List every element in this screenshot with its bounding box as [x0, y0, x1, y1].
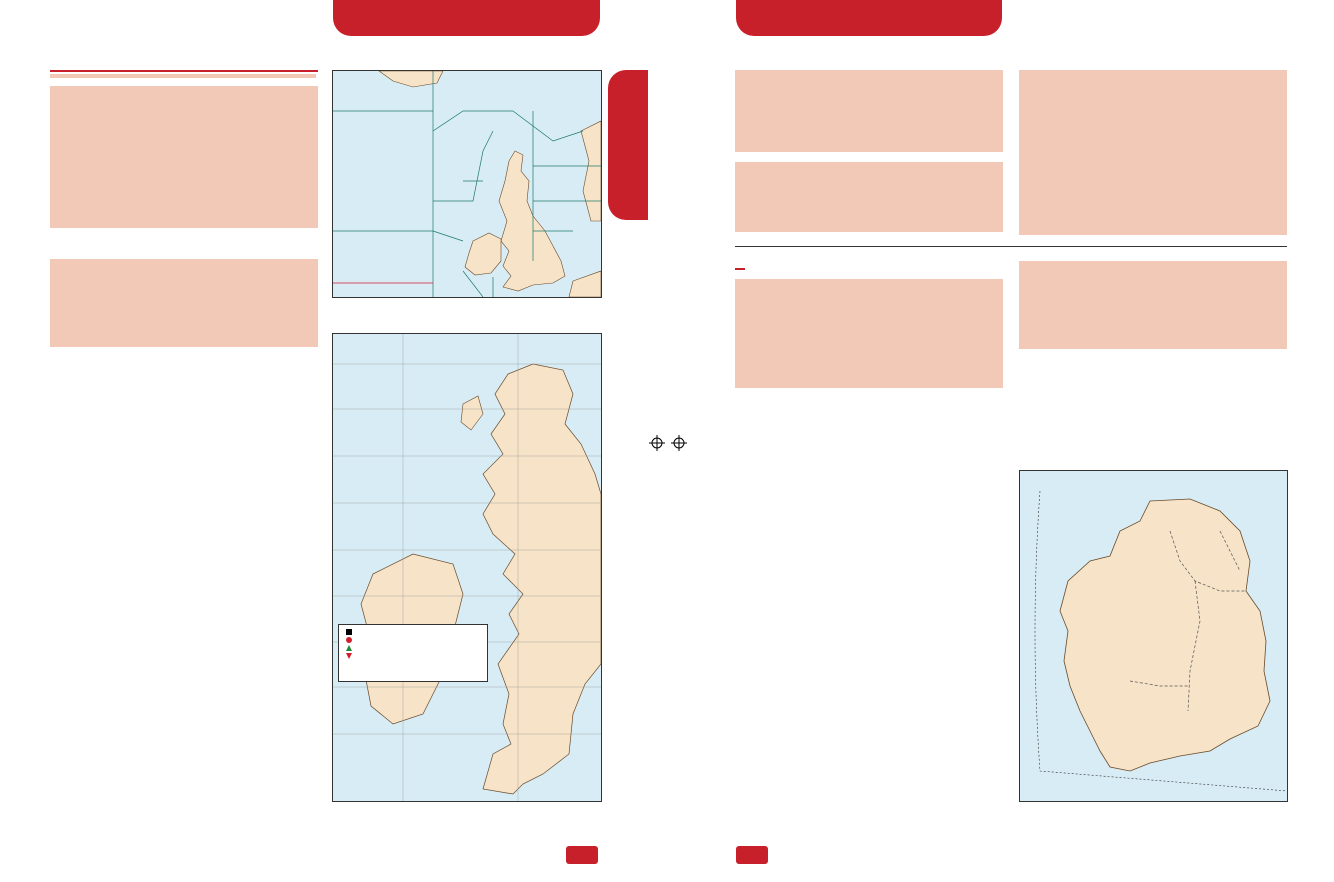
side-tab: [608, 70, 648, 220]
legend-item-2: [342, 637, 484, 643]
page-number-14: [736, 846, 768, 864]
red-down-triangle-icon: [346, 653, 352, 659]
ireland-map: [1019, 470, 1288, 802]
stations-svg: [333, 334, 601, 801]
norway-land: [581, 121, 601, 221]
red-dot-icon: [346, 637, 352, 643]
registration-marks: [648, 434, 688, 452]
forecast-areas-svg: [333, 71, 601, 297]
great-britain-land: [499, 151, 565, 291]
fm-box: [50, 86, 318, 228]
visibility-box: [735, 70, 1003, 152]
gale-timing-box: [735, 162, 1003, 232]
channels-box: [735, 279, 1003, 388]
right-column-2: [1019, 257, 1287, 349]
page-number-13: [566, 846, 598, 864]
green-triangle-icon: [346, 645, 352, 651]
gale-timing-heading: [735, 162, 1003, 166]
stations-map: [332, 333, 602, 802]
barometric-heading: [1019, 70, 1287, 72]
ireland-svg: [1020, 471, 1287, 801]
right-column-1: [735, 257, 1003, 394]
legend-item-1: [342, 629, 484, 635]
pressure-change-box: [1019, 261, 1287, 349]
iceland-land: [379, 71, 443, 87]
ireland-land: [1060, 499, 1270, 771]
section-heading-0-16: [50, 70, 318, 72]
great-britain-land: [483, 364, 601, 794]
left-column: [50, 70, 318, 347]
divider: [735, 246, 1287, 247]
legend-item-3: [342, 645, 484, 651]
shipping-forecast-para: [50, 240, 318, 252]
times-box: [50, 74, 316, 78]
visibility-heading: [735, 70, 1003, 74]
stations-legend: [338, 624, 488, 682]
lewis-land: [461, 396, 483, 430]
right-header-tab: [736, 0, 1002, 36]
barometric-box: [1019, 70, 1287, 235]
legend-item-4: [342, 653, 484, 659]
france-land: [569, 271, 601, 297]
speed-box: [50, 259, 318, 347]
black-square-icon: [346, 629, 352, 635]
forecast-areas-map: [332, 70, 602, 298]
left-header-tab: [333, 0, 600, 36]
ireland-land: [465, 233, 501, 275]
section-heading-0-17: [735, 268, 745, 270]
